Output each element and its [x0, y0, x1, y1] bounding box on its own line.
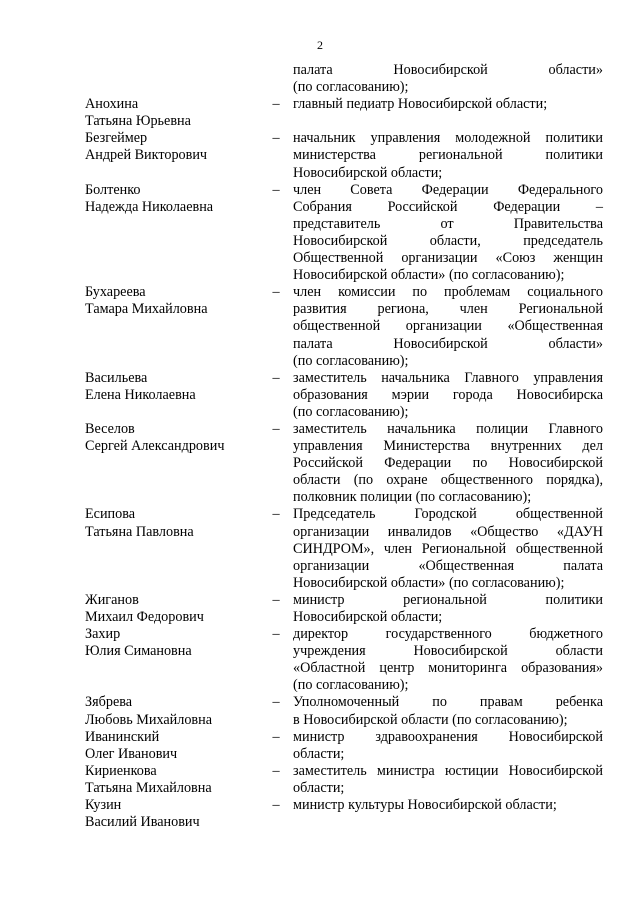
member-entry — [0, 506, 640, 591]
member-entry — [0, 592, 640, 626]
description-line: полковник полиции (по согласованию); — [293, 489, 532, 506]
description-line: (по согласованию); — [293, 677, 409, 694]
description-line: директор государственного бюджетного — [293, 626, 603, 643]
dash-separator: – — [272, 694, 280, 711]
member-position — [293, 370, 603, 421]
member-entry — [0, 130, 640, 181]
dash-separator: – — [272, 762, 280, 779]
member-entry — [0, 96, 640, 130]
member-name: Веселов Сергей Александрович — [85, 420, 225, 455]
member-position — [293, 284, 603, 369]
description-line: общественной организации «Общественная — [293, 318, 603, 335]
description-line: области; — [293, 779, 345, 796]
member-position — [293, 729, 603, 763]
description-line: СИНДРОМ», член Региональной общественной — [293, 540, 603, 557]
dash-separator: – — [272, 728, 280, 745]
description-line: (по согласованию); — [293, 79, 409, 96]
description-line: представитель от Правительства — [293, 215, 603, 232]
description-line: палата Новосибирской области» — [293, 62, 603, 78]
member-position — [293, 592, 603, 626]
description-line: министерства региональной политики — [293, 147, 603, 164]
description-line: учреждения Новосибирской области — [293, 643, 603, 660]
dash-separator: – — [272, 626, 280, 643]
member-entry — [0, 182, 640, 285]
description-line: Новосибирской области» (по согласованию); — [293, 574, 565, 591]
dash-separator: – — [272, 506, 280, 523]
description-line: образования мэрии города Новосибирска — [293, 386, 603, 403]
member-name: Васильева Елена Николаевна — [85, 369, 196, 403]
member-position — [293, 626, 603, 694]
member-position — [293, 96, 603, 113]
page-number: 2 — [317, 38, 323, 52]
description-line: Новосибирской области; — [293, 609, 443, 625]
member-position — [293, 694, 603, 728]
description-line: организации «Общественная палата — [293, 557, 603, 574]
member-entry — [0, 370, 640, 421]
description-line: палата Новосибирской области» — [293, 335, 603, 352]
member-name: Бухареева Тамара Михайловна — [85, 284, 208, 318]
description-line: министр здравоохранения Новосибирской — [293, 728, 603, 745]
description-line: в Новосибирской области (по согласованию); — [293, 711, 568, 728]
description-line: Российской Федерации по Новосибирской — [293, 455, 603, 472]
member-position — [293, 506, 603, 591]
description-line: член Совета Федерации Федерального — [293, 181, 603, 198]
member-position — [293, 182, 603, 285]
member-entry — [0, 421, 640, 506]
dash-separator: – — [272, 96, 280, 113]
dash-separator: – — [272, 591, 280, 608]
description-line: области (по охране общественного порядка), — [293, 472, 603, 489]
member-entry — [0, 694, 640, 728]
description-line: заместитель начальника полиции Главного — [293, 420, 603, 437]
member-position — [293, 421, 603, 506]
member-entry — [0, 729, 640, 763]
member-entry — [0, 763, 640, 797]
description-line: Общественной организации «Союз женщин — [293, 250, 603, 267]
member-name: Есипова Татьяна Павловна — [85, 506, 194, 540]
description-line: главный педиатр Новосибирской области; — [293, 96, 548, 113]
description-line: «Областной центр мониторинга образования» — [293, 660, 603, 677]
description-line: Председатель Городской общественной — [293, 506, 603, 523]
member-name: Кириенкова Татьяна Михайловна — [85, 762, 212, 796]
description-line: заместитель министра юстиции Новосибирской — [293, 762, 603, 779]
description-line: министр региональной политики — [293, 591, 603, 608]
member-position — [293, 763, 603, 797]
description-line: Новосибирской области» (по согласованию); — [293, 267, 565, 284]
description-line: организации инвалидов «Общество «ДАУН — [293, 523, 603, 540]
dash-separator: – — [272, 181, 280, 198]
member-name: Анохина Татьяна Юрьевна — [85, 96, 191, 130]
description-line: Уполномоченный по правам ребенка — [293, 694, 603, 711]
continuation-text — [293, 62, 603, 96]
member-position — [293, 130, 603, 181]
description-line: Собрания Российской Федерации – — [293, 198, 603, 215]
description-line: заместитель начальника Главного управления — [293, 369, 603, 386]
member-name: Захир Юлия Симановна — [85, 626, 192, 660]
member-position — [293, 797, 603, 814]
dash-separator: – — [272, 130, 280, 147]
description-line: Новосибирской области, председатель — [293, 232, 603, 249]
description-line: Новосибирской области; — [293, 164, 443, 181]
continuation-entry — [0, 62, 640, 96]
member-name: Кузин Василий Иванович — [85, 797, 200, 831]
member-name: Болтенко Надежда Николаевна — [85, 181, 214, 215]
members-list — [0, 62, 640, 831]
dash-separator: – — [272, 797, 280, 814]
member-entry — [0, 626, 640, 694]
description-line: (по согласованию); — [293, 352, 409, 369]
member-entry — [0, 284, 640, 369]
member-name: Безгеймер Андрей Викторович — [85, 130, 208, 164]
description-line: развития региона, член Региональной — [293, 301, 603, 318]
dash-separator: – — [272, 284, 280, 301]
description-line: области; — [293, 745, 345, 762]
member-name: Жиганов Михаил Федорович — [85, 591, 204, 625]
description-line: управления Министерства внутренних дел — [293, 438, 603, 455]
description-line: (по согласованию); — [293, 403, 409, 420]
member-name: Иванинский Олег Иванович — [85, 728, 178, 762]
member-entry — [0, 797, 640, 831]
dash-separator: – — [272, 420, 280, 437]
description-line: начальник управления молодежной политики — [293, 130, 603, 147]
description-line: министр культуры Новосибирской области; — [293, 797, 557, 814]
member-name: Зябрева Любовь Михайловна — [85, 694, 213, 728]
description-line: член комиссии по проблемам социального — [293, 284, 603, 301]
dash-separator: – — [272, 369, 280, 386]
